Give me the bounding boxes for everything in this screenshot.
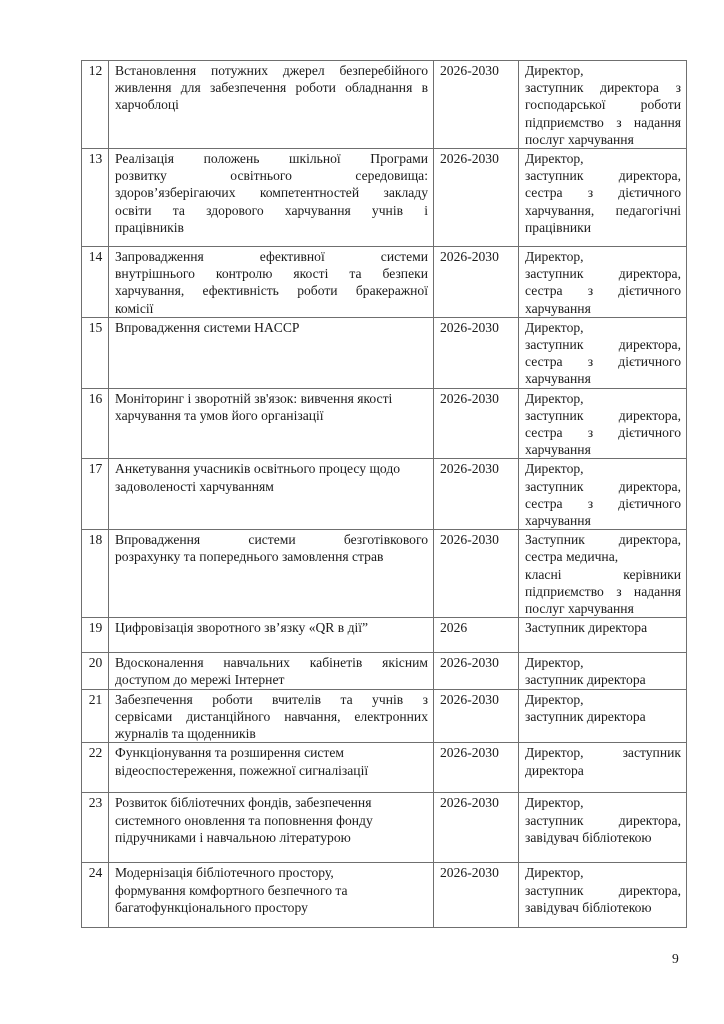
activity-text-line: Запровадження ефективної системи (115, 249, 428, 265)
activity-text-line: Розвиток бібліотечних фондів, забезпечення (115, 795, 372, 811)
activity-cell (109, 653, 434, 689)
term-cell: 2026 (434, 618, 519, 653)
responsible-cell (519, 863, 687, 928)
table-row (82, 653, 687, 689)
term-cell: 2026-2030 (434, 653, 519, 689)
table-row (82, 743, 687, 793)
responsible-text-line: заступник директора, (525, 812, 681, 828)
action-plan-table (81, 60, 687, 928)
activity-cell (109, 247, 434, 318)
activity-text-line: харчування, ефективність роботи бракеражної (115, 283, 428, 299)
table-row (82, 689, 687, 743)
activity-cell (109, 743, 434, 793)
activity-cell (109, 863, 434, 928)
activity-text-line: внутрішнього контролю якості та безпеки (115, 266, 428, 282)
row-number: 12 (82, 61, 109, 149)
activity-text-line: багатофункціонального простору (115, 899, 308, 915)
activity-cell (109, 689, 434, 743)
activity-text-line: працівників (115, 219, 184, 235)
responsible-text-line: заступник директора, (525, 337, 681, 353)
responsible-text-line: харчування (525, 513, 591, 529)
activity-cell (109, 459, 434, 530)
activity-text-line: Функціонування та розширення систем (115, 745, 345, 761)
row-number: 18 (82, 530, 109, 618)
table-row (82, 317, 687, 388)
row-number: 19 (82, 618, 109, 653)
responsible-text-line: Директор, (525, 795, 584, 811)
responsible-text-line: Директор, (525, 390, 584, 406)
activity-text-line: формування комфортного безпечного та (115, 882, 348, 898)
activity-text-line: харчування та умов його організації (115, 407, 324, 423)
responsible-text-line: Директор, (525, 63, 584, 78)
responsible-cell (519, 618, 687, 653)
responsible-text-line: Директор, (525, 865, 584, 881)
responsible-text-line: Заступник директора, (525, 532, 681, 548)
responsible-text-line: сестра з дієтичного (525, 185, 681, 201)
responsible-text-line: послуг харчування (525, 601, 634, 617)
responsible-text-line: Директор, (525, 655, 584, 671)
page-number: 9 (672, 951, 679, 966)
table-row (82, 618, 687, 653)
responsible-text-line: заступник директора з (525, 80, 681, 96)
responsible-text-line: заступник директора (525, 672, 646, 688)
responsible-text-line: сестра медична, (525, 549, 619, 565)
responsible-text-line: харчування (525, 371, 591, 387)
row-number: 20 (82, 653, 109, 689)
activity-cell (109, 149, 434, 247)
term-cell: 2026-2030 (434, 793, 519, 863)
term-cell: 2026-2030 (434, 459, 519, 530)
responsible-text-line: Директор, (525, 249, 584, 265)
responsible-text-line: підприємство з надання (525, 114, 681, 130)
responsible-cell (519, 149, 687, 247)
term-cell: 2026-2030 (434, 863, 519, 928)
activity-text-line: Реалізація положень шкільної Програми (115, 151, 428, 167)
table-row (82, 793, 687, 863)
responsible-cell (519, 793, 687, 863)
activity-text-line: Цифровізація зворотного зв’язку «QR в дії” (115, 620, 369, 636)
activity-cell (109, 530, 434, 618)
responsible-text-line: сестра з дієтичного (525, 425, 681, 441)
activity-text-line: журналів та щоденників (115, 726, 256, 742)
responsible-cell (519, 653, 687, 689)
responsible-cell (519, 61, 687, 149)
responsible-text-line: Заступник директора (525, 620, 648, 636)
row-number: 15 (82, 317, 109, 388)
responsible-text-line: сестра з дієтичного (525, 495, 681, 511)
row-number: 22 (82, 743, 109, 793)
activity-cell (109, 618, 434, 653)
term-cell: 2026-2030 (434, 530, 519, 618)
activity-text-line: живлення для забезпечення роботи обладнання в (115, 80, 428, 96)
row-number: 24 (82, 863, 109, 928)
table-row (82, 530, 687, 618)
responsible-cell (519, 317, 687, 388)
activity-text-line: розрахунку та попереднього замовлення страв (115, 549, 384, 565)
responsible-text-line: господарської роботи (525, 97, 681, 113)
activity-text-line: Впровадження системи HACCP (115, 319, 300, 335)
responsible-text-line: директора (525, 762, 584, 778)
responsible-text-line: класні керівники (525, 566, 681, 582)
activity-text-line: харчоблоці (115, 97, 179, 113)
responsible-text-line: сестра з дієтичного (525, 283, 681, 299)
activity-text-line: Модернізація бібліотечного простору, (115, 865, 334, 881)
table-row (82, 61, 687, 149)
responsible-text-line: Директор, заступник (525, 745, 681, 761)
responsible-text-line: заступник директора, (525, 266, 681, 282)
term-cell: 2026-2030 (434, 689, 519, 743)
activity-text-line: системного оновлення та поповнення фонду (115, 812, 373, 828)
activity-text-line: Встановлення потужних джерел безперебійного (115, 63, 428, 78)
activity-text-line: Анкетування учасників освітнього процесу щодо (115, 461, 401, 477)
responsible-text-line: харчування (525, 300, 591, 316)
responsible-text-line: заступник директора, (525, 882, 681, 898)
activity-cell (109, 388, 434, 459)
row-number: 14 (82, 247, 109, 318)
row-number: 17 (82, 459, 109, 530)
term-cell: 2026-2030 (434, 149, 519, 247)
responsible-cell (519, 743, 687, 793)
table-row (82, 459, 687, 530)
activity-cell (109, 317, 434, 388)
activity-text-line: сервісами дистанційного навчання, електронних (115, 708, 428, 724)
responsible-text-line: харчування, педагогічні (525, 202, 681, 218)
responsible-text-line: завідувач бібліотекою (525, 899, 652, 915)
term-cell: 2026-2030 (434, 743, 519, 793)
responsible-text-line: працівники (525, 219, 592, 235)
activity-text-line: Впровадження системи безготівкового (115, 532, 428, 548)
term-cell: 2026-2030 (434, 247, 519, 318)
responsible-text-line: послуг харчування (525, 131, 634, 147)
activity-text-line: розвитку освітнього середовища: (115, 168, 428, 184)
responsible-text-line: сестра з дієтичного (525, 354, 681, 370)
activity-text-line: відеоспостереження, пожежної сигналізації (115, 762, 369, 778)
responsible-text-line: заступник директора (525, 708, 646, 724)
row-number: 23 (82, 793, 109, 863)
term-cell: 2026-2030 (434, 388, 519, 459)
responsible-text-line: заступник директора, (525, 168, 681, 184)
responsible-text-line: завідувач бібліотекою (525, 829, 652, 845)
responsible-text-line: Директор, (525, 151, 584, 167)
activity-text-line: Вдосконалення навчальних кабінетів якісним (115, 655, 428, 671)
activity-text-line: доступом до мережі Інтернет (115, 672, 285, 688)
table-row (82, 247, 687, 318)
responsible-text-line: підприємство з надання (525, 583, 681, 599)
row-number: 13 (82, 149, 109, 247)
responsible-text-line: заступник директора, (525, 478, 681, 494)
responsible-cell (519, 247, 687, 318)
responsible-text-line: харчування (525, 442, 591, 458)
responsible-cell (519, 530, 687, 618)
activity-text-line: освіти та здорового харчування учнів і (115, 202, 428, 218)
term-cell: 2026-2030 (434, 61, 519, 149)
responsible-text-line: заступник директора, (525, 407, 681, 423)
responsible-text-line: Директор, (525, 319, 584, 335)
row-number: 21 (82, 689, 109, 743)
activity-cell (109, 61, 434, 149)
responsible-cell (519, 689, 687, 743)
activity-text-line: підручниками і навчальною літературою (115, 829, 351, 845)
activity-text-line: Забезпечення роботи вчителів та учнів з (115, 691, 428, 707)
responsible-cell (519, 388, 687, 459)
responsible-text-line: Директор, (525, 691, 584, 707)
activity-text-line: задоволеності харчуванням (115, 478, 274, 494)
activity-text-line: комісії (115, 300, 154, 316)
activity-cell (109, 793, 434, 863)
row-number: 16 (82, 388, 109, 459)
table-row (82, 863, 687, 928)
table-body (82, 61, 687, 928)
responsible-text-line: Директор, (525, 461, 584, 477)
responsible-cell (519, 459, 687, 530)
table-row (82, 149, 687, 247)
term-cell: 2026-2030 (434, 317, 519, 388)
table-row (82, 388, 687, 459)
activity-text-line: Моніторинг і зворотній зв'язок: вивчення якості (115, 390, 393, 406)
activity-text-line: здоров’язберігаючих компетентностей закладу (115, 185, 428, 201)
